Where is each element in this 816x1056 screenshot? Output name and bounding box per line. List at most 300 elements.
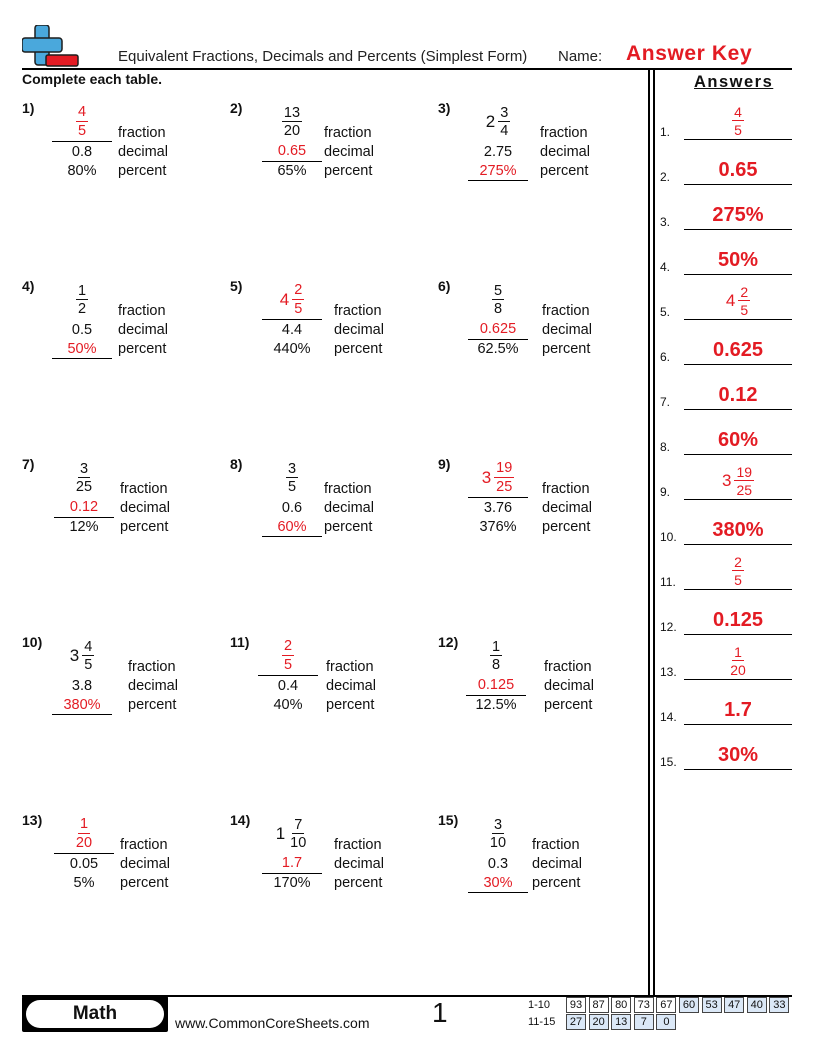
answer-number: 6. [660, 350, 671, 364]
fraction-value [488, 818, 508, 851]
fraction [734, 465, 754, 497]
row-label-fraction: fraction [544, 659, 592, 675]
problem-table [438, 456, 628, 566]
value-stack [54, 458, 114, 537]
denominator: 5 [77, 122, 87, 139]
name-label: Name: [558, 48, 603, 65]
fraction-value [282, 106, 302, 139]
denominator: 5 [740, 302, 749, 318]
denominator: 5 [734, 572, 742, 588]
problem-table [230, 812, 420, 922]
row-label-decimal: decimal [326, 677, 376, 694]
row-label-percent: percent [324, 519, 373, 536]
fraction-cell [262, 814, 322, 854]
worksheet-title: Equivalent Fractions, Decimals and Percents (Simplest Form) [118, 48, 528, 65]
row-label-percent: percent [544, 697, 593, 714]
fraction [74, 817, 94, 850]
value-stack [468, 280, 528, 359]
problem-table [438, 278, 628, 388]
percent-cell: 12% [69, 519, 99, 536]
fraction-value [486, 106, 511, 139]
whole-number: 3 [69, 646, 80, 665]
row-label-decimal: decimal [334, 321, 384, 338]
fraction-value [722, 465, 754, 497]
numerator: 3 [493, 816, 503, 833]
row-labels [324, 102, 374, 181]
problem-number: 6) [438, 278, 451, 294]
fraction-cell [468, 102, 528, 142]
row-label-percent: percent [118, 163, 167, 180]
problem-number: 9) [438, 456, 451, 472]
row-label-decimal: decimal [544, 677, 594, 694]
denominator: 8 [493, 301, 503, 317]
fraction-value [76, 105, 88, 138]
fraction [498, 106, 510, 139]
row-labels [120, 814, 170, 893]
answer-line [660, 545, 792, 590]
numerator: 3 [287, 460, 297, 477]
value-stack [52, 636, 112, 715]
score-range-label: 11-15 [528, 1016, 556, 1028]
fraction [488, 818, 508, 851]
denominator: 5 [294, 300, 303, 317]
row-label-decimal: decimal [540, 143, 590, 160]
subject-badge [22, 996, 168, 1032]
answer-number: 4. [660, 260, 671, 274]
numerator: 1 [77, 282, 87, 299]
score-cell: 73 [634, 997, 654, 1013]
problem-table [438, 100, 628, 210]
percent-cell: 65% [277, 163, 307, 180]
subject-label: Math [26, 1000, 164, 1028]
header-rule [22, 68, 792, 70]
answer-value [684, 465, 792, 497]
percent-cell: 30% [468, 874, 528, 894]
fraction-cell [468, 458, 528, 498]
fraction-value [732, 105, 744, 137]
row-label-decimal: decimal [118, 143, 168, 160]
score-cell: 60 [679, 997, 699, 1013]
fraction [282, 106, 302, 139]
denominator: 5 [287, 479, 297, 495]
row-label-percent: percent [120, 875, 169, 892]
decimal-cell: 0.3 [487, 855, 509, 872]
numerator: 2 [294, 282, 303, 298]
answer-number: 3. [660, 215, 671, 229]
answer-line [660, 320, 792, 365]
fraction-cell [468, 280, 528, 320]
answer-number: 11. [660, 575, 676, 589]
fraction-value [492, 284, 504, 317]
fraction [82, 640, 94, 673]
row-label-fraction: fraction [324, 481, 372, 497]
row-label-fraction: fraction [326, 659, 374, 675]
problem-number: 13) [22, 812, 43, 828]
score-cell: 33 [769, 997, 789, 1013]
denominator: 25 [736, 482, 753, 498]
problem-table [22, 100, 212, 210]
fraction [282, 639, 294, 672]
problem-number: 14) [230, 812, 251, 828]
value-stack [52, 102, 112, 181]
row-label-percent: percent [334, 341, 383, 358]
decimal-cell: 3.76 [483, 499, 513, 516]
decimal-cell: 0.5 [71, 321, 93, 338]
answer-number: 10. [660, 530, 677, 544]
answer-line [660, 365, 792, 410]
value-stack [262, 102, 322, 181]
value-stack [466, 636, 526, 715]
row-label-decimal: decimal [128, 677, 178, 694]
numerator: 2 [283, 638, 293, 654]
whole-number: 4 [279, 289, 290, 309]
answer-value: 60% [717, 429, 759, 451]
fraction-value [76, 284, 88, 317]
fraction-value [280, 283, 305, 316]
row-label-fraction: fraction [334, 837, 382, 853]
fraction-cell [262, 280, 322, 320]
value-stack [468, 102, 528, 181]
answer-value: 1.7 [724, 699, 752, 721]
problem-number: 7) [22, 456, 35, 472]
row-label-fraction: fraction [532, 837, 580, 853]
value-stack [468, 814, 528, 893]
decimal-cell: 2.75 [483, 143, 513, 160]
row-label-decimal: decimal [120, 855, 170, 872]
page-number: 1 [432, 997, 448, 1028]
numerator: 4 [84, 638, 93, 655]
row-labels [540, 102, 590, 181]
answer-line [660, 230, 792, 275]
denominator: 10 [489, 835, 507, 851]
answer-line [660, 590, 792, 635]
numerator: 19 [496, 460, 513, 476]
denominator: 2 [77, 301, 87, 317]
problem-number: 12) [438, 634, 459, 650]
fraction [292, 283, 304, 316]
percent-cell: 60% [262, 518, 322, 538]
fraction-value [286, 462, 298, 495]
decimal-cell: 0.125 [466, 676, 526, 696]
denominator: 5 [84, 657, 93, 673]
score-cell: 53 [702, 997, 722, 1013]
row-label-decimal: decimal [542, 321, 592, 338]
name-value: Answer Key [626, 42, 753, 65]
numerator: 1 [491, 638, 501, 655]
percent-cell: 440% [273, 341, 311, 358]
fraction-cell [262, 102, 322, 142]
whole-number: 3 [481, 467, 492, 487]
problem-number: 3) [438, 100, 451, 116]
fraction-cell [54, 814, 114, 854]
score-cell: 40 [747, 997, 767, 1013]
answer-value: 30% [717, 744, 759, 766]
score-range-label: 1-10 [528, 999, 551, 1011]
row-label-fraction: fraction [120, 481, 168, 497]
value-stack [262, 814, 322, 893]
denominator: 25 [75, 479, 93, 495]
answer-value: 0.625 [712, 339, 764, 361]
row-labels [128, 636, 178, 715]
problem-table [230, 100, 420, 210]
row-label-decimal: decimal [118, 321, 168, 338]
denominator: 8 [491, 657, 501, 673]
row-label-percent: percent [542, 519, 591, 536]
numerator: 4 [734, 104, 742, 120]
problem-table [230, 634, 420, 744]
answer-number: 15. [660, 755, 677, 769]
percent-cell: 80% [67, 163, 97, 180]
percent-cell: 376% [479, 519, 517, 536]
decimal-cell: 0.6 [281, 499, 303, 516]
denominator: 5 [734, 122, 742, 138]
numerator: 2 [734, 554, 742, 570]
fraction [738, 285, 750, 317]
fraction-cell [52, 102, 112, 142]
fraction-value [490, 640, 502, 673]
answer-line [660, 500, 792, 545]
fraction [490, 640, 502, 673]
problem-number: 4) [22, 278, 35, 294]
answer-column-divider [653, 69, 655, 997]
answer-line [660, 410, 792, 455]
row-labels [120, 458, 170, 537]
value-stack [54, 814, 114, 893]
whole-number: 1 [275, 824, 286, 843]
answer-underline [684, 769, 792, 770]
numerator: 3 [500, 104, 509, 121]
instructions: Complete each table. [22, 71, 163, 87]
row-label-percent: percent [542, 341, 591, 358]
row-label-fraction: fraction [324, 125, 372, 141]
answer-value: 0.125 [712, 609, 764, 631]
row-label-fraction: fraction [334, 303, 382, 319]
decimal-cell: 0.8 [71, 143, 93, 160]
fraction [76, 105, 88, 138]
numerator: 4 [77, 104, 87, 120]
percent-cell: 62.5% [477, 341, 519, 358]
row-labels [324, 458, 374, 537]
score-cell: 80 [611, 997, 631, 1013]
problem-number: 2) [230, 100, 243, 116]
percent-cell: 170% [273, 875, 311, 892]
answer-value: 0.65 [718, 159, 758, 181]
fraction [728, 645, 748, 677]
fraction-value [732, 555, 744, 587]
whole-number: 3 [721, 471, 732, 490]
fraction [732, 555, 744, 587]
row-label-percent: percent [128, 697, 177, 714]
denominator: 20 [283, 123, 301, 139]
row-label-percent: percent [540, 163, 589, 180]
row-labels [544, 636, 594, 715]
fraction [74, 462, 94, 495]
percent-cell: 12.5% [475, 697, 517, 714]
score-cell: 67 [656, 997, 676, 1013]
answer-line [660, 275, 792, 320]
answer-value [684, 285, 792, 317]
row-label-percent: percent [120, 519, 169, 536]
fraction-cell [468, 814, 528, 854]
fraction-value [276, 818, 309, 851]
value-stack [262, 458, 322, 537]
numerator: 7 [294, 816, 303, 833]
decimal-cell: 0.4 [277, 677, 299, 694]
row-label-fraction: fraction [542, 481, 590, 497]
numerator: 1 [79, 816, 89, 832]
fraction-value [728, 645, 748, 677]
problem-table [230, 456, 420, 566]
row-label-percent: percent [326, 697, 375, 714]
row-labels [532, 814, 582, 893]
value-stack [52, 280, 112, 359]
answers-title: Answers [694, 73, 774, 91]
score-cell: 27 [566, 1014, 586, 1030]
score-cell: 93 [566, 997, 586, 1013]
row-label-fraction: fraction [120, 837, 168, 853]
problem-table [438, 634, 628, 744]
problem-number: 8) [230, 456, 243, 472]
fraction [492, 284, 504, 317]
problem-number: 1) [22, 100, 35, 116]
percent-cell: 40% [273, 697, 303, 714]
fraction-value [726, 285, 750, 317]
answer-line [660, 140, 792, 185]
fraction-value [282, 639, 294, 672]
value-stack [262, 280, 322, 359]
answer-number: 1. [660, 125, 671, 139]
fraction-value [74, 817, 94, 850]
fraction [76, 284, 88, 317]
fraction-value [482, 461, 515, 494]
answer-number: 7. [660, 395, 671, 409]
row-labels [542, 280, 592, 359]
fraction-cell [258, 636, 318, 676]
problem-number: 11) [230, 634, 250, 650]
row-label-fraction: fraction [128, 659, 176, 675]
answer-number: 13. [660, 665, 677, 679]
row-label-fraction: fraction [542, 303, 590, 319]
answer-value [684, 554, 792, 587]
decimal-cell: 4.4 [281, 321, 303, 338]
fraction-cell [262, 458, 322, 498]
decimal-cell: 0.05 [69, 855, 99, 872]
answer-value: 0.12 [718, 384, 758, 406]
row-labels [118, 280, 168, 359]
problem-number: 10) [22, 634, 43, 650]
decimal-cell: 3.8 [71, 677, 93, 694]
row-label-decimal: decimal [542, 499, 592, 516]
numerator: 2 [740, 284, 749, 300]
score-cell: 20 [589, 1014, 609, 1030]
answer-number: 9. [660, 485, 671, 499]
denominator: 10 [290, 835, 307, 851]
row-label-decimal: decimal [532, 855, 582, 872]
score-cell: 7 [634, 1014, 654, 1030]
value-stack [468, 458, 528, 537]
denominator: 20 [75, 834, 93, 851]
fraction-cell [52, 636, 112, 676]
denominator: 4 [500, 123, 509, 139]
percent-cell: 275% [468, 162, 528, 182]
numerator: 13 [283, 104, 301, 121]
decimal-cell: 0.625 [468, 320, 528, 340]
fraction [288, 818, 308, 851]
fraction [494, 461, 514, 494]
answer-number: 5. [660, 305, 671, 319]
answer-number: 12. [660, 620, 677, 634]
score-cell: 13 [611, 1014, 631, 1030]
decimal-cell: 0.65 [262, 142, 322, 162]
whole-number: 4 [725, 291, 736, 310]
row-label-percent: percent [532, 875, 581, 892]
answer-number: 14. [660, 710, 677, 724]
answer-number: 2. [660, 170, 671, 184]
answer-value: 50% [717, 249, 759, 271]
answer-line [660, 680, 792, 725]
problem-table [22, 456, 212, 566]
row-label-fraction: fraction [118, 125, 166, 141]
denominator: 20 [730, 662, 746, 678]
fraction-cell [52, 280, 112, 320]
score-cell: 87 [589, 997, 609, 1013]
answer-value: 275% [712, 204, 764, 226]
answer-number: 8. [660, 440, 671, 454]
problem-table [22, 278, 212, 388]
problem-table [22, 634, 212, 744]
answer-value [684, 644, 792, 677]
row-label-decimal: decimal [334, 855, 384, 872]
numerator: 1 [734, 644, 742, 660]
decimal-cell: 1.7 [262, 854, 322, 874]
problem-table [22, 812, 212, 922]
plus-minus-logo-icon [22, 25, 80, 69]
row-label-fraction: fraction [118, 303, 166, 319]
numerator: 3 [79, 460, 89, 477]
problem-table [230, 278, 420, 388]
row-labels [334, 814, 384, 893]
denominator: 25 [496, 478, 513, 495]
row-label-decimal: decimal [324, 143, 374, 160]
problem-table [438, 812, 628, 922]
fraction [286, 462, 298, 495]
numerator: 5 [493, 282, 503, 299]
fraction-cell [54, 458, 114, 498]
row-labels [334, 280, 384, 359]
decimal-cell: 0.12 [54, 498, 114, 518]
row-labels [118, 102, 168, 181]
score-cell: 47 [724, 997, 744, 1013]
answer-line [660, 635, 792, 680]
problem-number: 15) [438, 812, 459, 828]
row-labels [542, 458, 592, 537]
answer-line [660, 455, 792, 500]
row-label-percent: percent [118, 341, 167, 358]
answer-column-divider [648, 69, 650, 997]
row-label-decimal: decimal [324, 499, 374, 516]
answer-value [684, 104, 792, 137]
problem-number: 5) [230, 278, 243, 294]
site-url: www.CommonCoreSheets.com [175, 1015, 370, 1031]
fraction-value [70, 640, 95, 673]
answer-value: 380% [712, 519, 764, 541]
answer-line [660, 95, 792, 140]
percent-cell: 5% [73, 875, 95, 892]
row-label-percent: percent [334, 875, 383, 892]
answer-line [660, 185, 792, 230]
percent-cell: 50% [52, 340, 112, 360]
percent-cell: 380% [52, 696, 112, 716]
